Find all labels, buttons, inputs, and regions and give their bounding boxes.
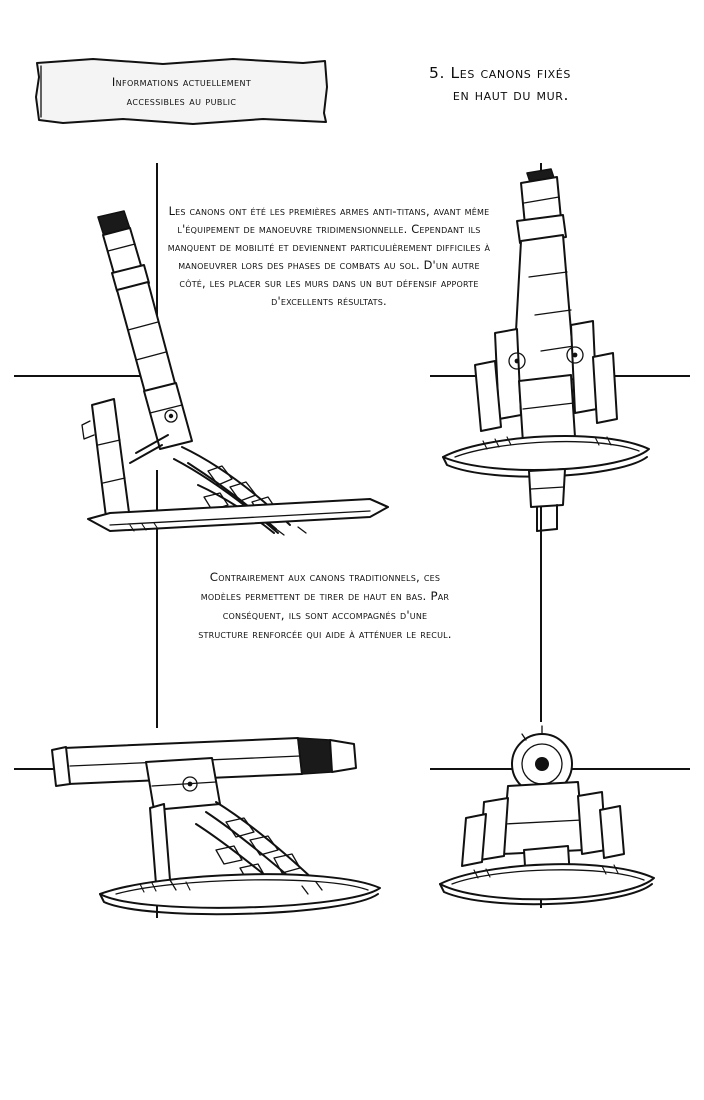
chapter-title-line-1: 5. Les canons fixés [429,64,571,82]
chapter-title [330,62,670,107]
chapter-title-line-2: en haut du mur. [452,86,570,105]
info-banner-line-1: Informations actuellement [111,75,252,89]
figure-cannon-side-view-lower [30,726,390,916]
info-banner [33,57,330,126]
figure-cannon-front-view-upper [425,165,675,545]
paragraph-middle: Contrairement aux canons traditionnels, ces modèles permettent de tirer de haut en bas. Par conséquent, ils sont accompagnés d'une structure renforcée qui aide à atténuer le recul. [198,570,452,642]
figure-cannon-side-view-upper [70,195,410,545]
figure-cannon-front-view-lower [430,726,670,916]
paragraph-top: Les canons ont été les premières armes anti-titans, avant même l'équipement de manoeuvre tridimensionnelle. Cependant ils manquent de mobilité et deviennent particulièrement difficiles à manoeuvrer lors des phases de combats au sol. D'un autre côté, les placer sur les murs dans un but défensif apporte d'excellents résultats. [167,204,491,309]
info-banner-line-2: accessibles au public [126,94,237,108]
info-banner-text [33,57,330,126]
